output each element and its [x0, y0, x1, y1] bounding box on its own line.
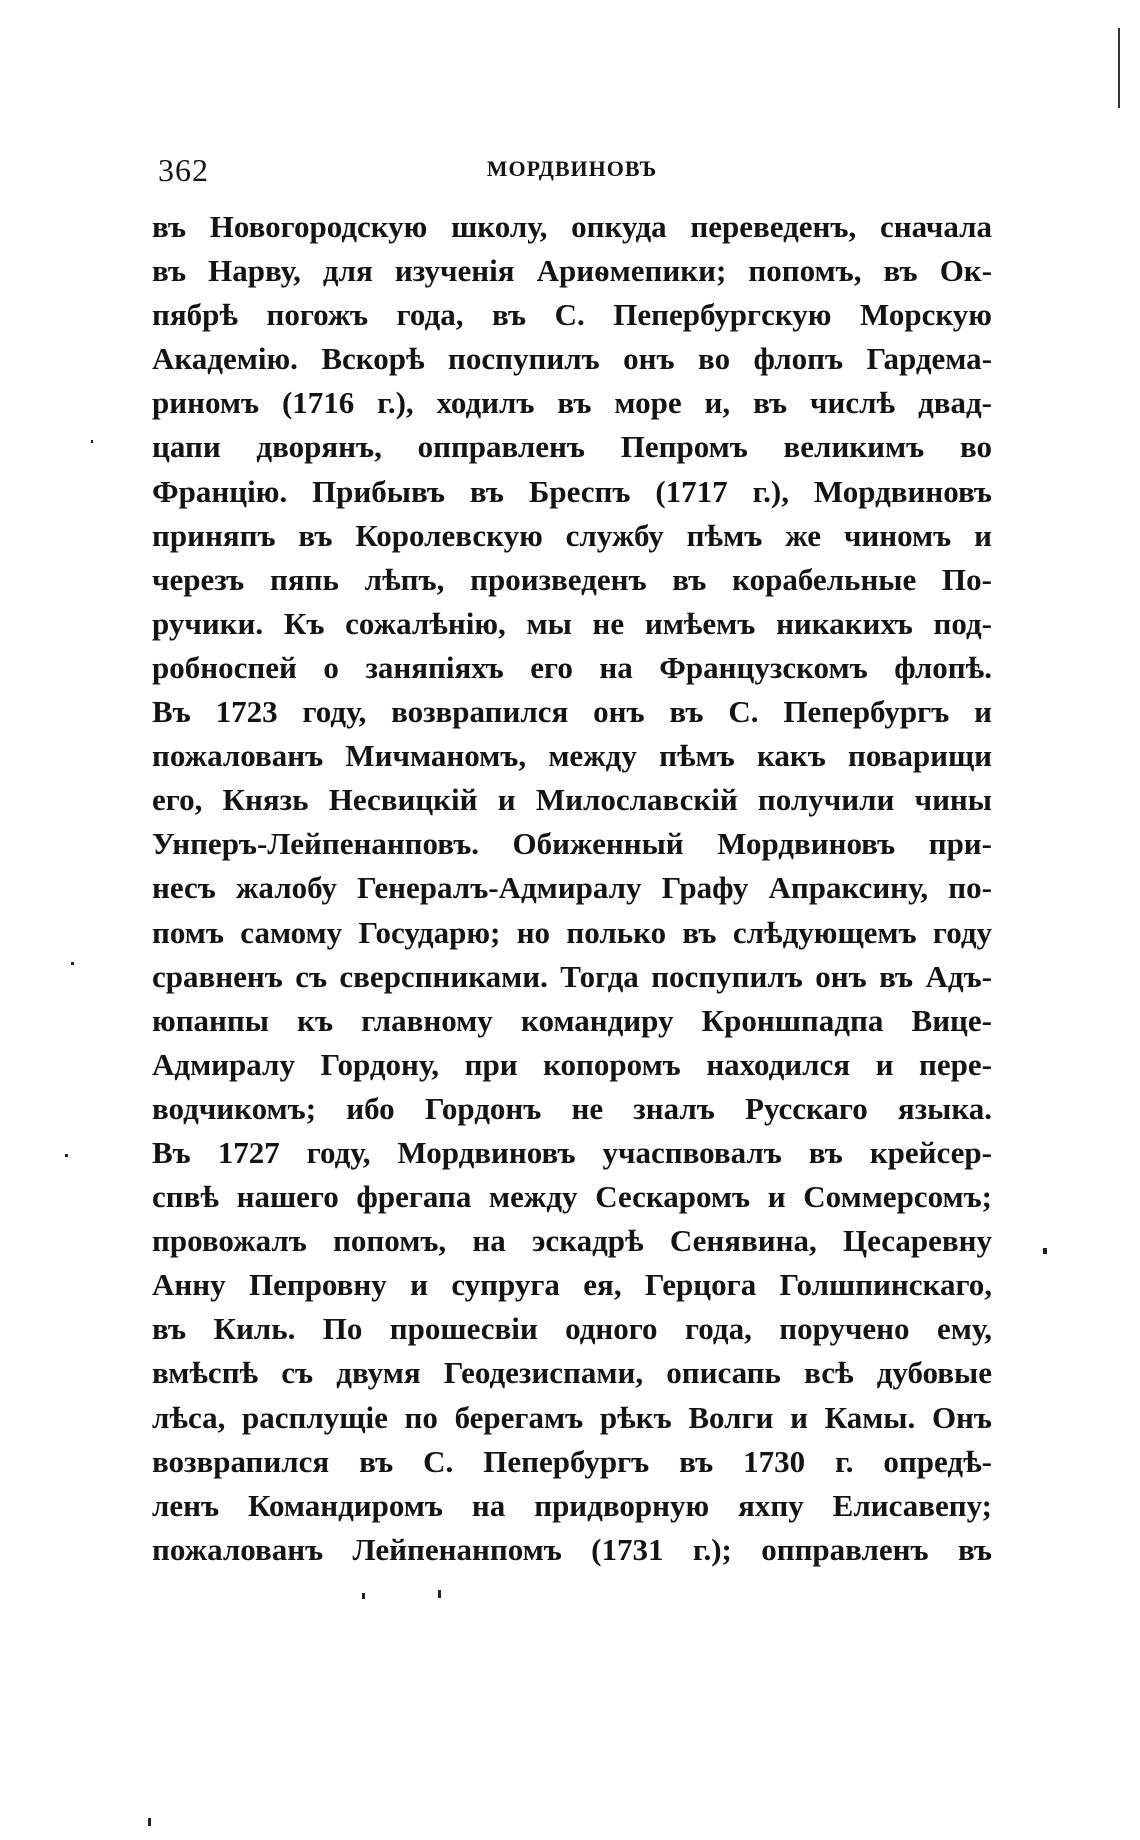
text-line: Въ 1723 году, возврапился онъ въ С. Пепербургъ и	[152, 694, 992, 730]
text-line: вмѣспѣ съ двумя Геодезиспами, описапь всѣ дубовые	[152, 1355, 992, 1391]
text-line: въ Новогородскую школу, опкуда переведенъ, сначала	[152, 209, 992, 244]
text-line: приняпъ въ Королевскую службу пѣмъ же чиномъ и	[152, 517, 992, 553]
page-number: 362	[158, 152, 209, 188]
text-line: въ Киль. По прошесвіи одного года, поручено ему,	[152, 1311, 992, 1347]
text-line: ручики. Къ сожалѣнію, мы не имѣемъ никакихъ под-	[152, 605, 992, 641]
text-line: Академію. Вскорѣ поспупилъ онъ во флопъ Гардема-	[152, 341, 992, 377]
text-line: робноспей о заняпіяхъ его на Французскомъ флопѣ.	[152, 649, 992, 685]
text-line: лѣса, расплущіе по берегамъ рѣкъ Волги и Камы. Онъ	[152, 1399, 992, 1435]
text-line: возврапился въ С. Пепербургъ въ 1730 г. опредѣ-	[152, 1443, 992, 1479]
text-line: несъ жалобу Генералъ-Адмиралу Графу Апраксину, по-	[152, 870, 992, 906]
body-text	[152, 205, 992, 1572]
text-line: черезъ пяпь лѣпъ, произведенъ въ корабельные По-	[152, 561, 992, 597]
running-title: МОРДВИНОВЪ	[486, 156, 658, 181]
text-line: Унперъ-Лейпенанповъ. Обиженный Мордвиновъ при-	[152, 826, 992, 862]
text-line: юпанпы къ главному командиру Кроншпадпа Вице-	[152, 1002, 992, 1038]
text-line: въ Нарву, для изученія Ариѳмепики; попомъ, въ Ок-	[152, 253, 992, 289]
running-head	[158, 152, 986, 192]
text-line: Адмиралу Гордону, при копоромъ находился и пере-	[152, 1046, 992, 1082]
text-line: Анну Пепровну и супруга ея, Герцога Голшпинскаго,	[152, 1267, 992, 1303]
scan-speck	[148, 1818, 151, 1826]
text-line: пябрѣ погожъ года, въ С. Пепербургскую Морскую	[152, 297, 992, 333]
text-line: сравненъ съ сверспниками. Тогда поспупилъ онъ въ Адъ-	[152, 958, 992, 994]
text-line: цапи дворянъ, опправленъ Пепромъ великимъ во	[152, 429, 992, 465]
scan-speck	[438, 1590, 441, 1598]
scan-speck	[71, 962, 74, 965]
text-line: водчикомъ; ибо Гордонъ не зналъ Русскаго языка.	[152, 1090, 992, 1126]
scan-speck	[65, 1154, 68, 1157]
scan-speck	[362, 1593, 365, 1599]
text-line: пожалованъ Мичманомъ, между пѣмъ какъ поварищи	[152, 738, 992, 774]
text-line: его, Князь Несвицкій и Милославскій получили чины	[152, 782, 992, 818]
text-line: ленъ Командиромъ на придворную яхпу Елисавепу;	[152, 1487, 992, 1523]
text-line: помъ самому Государю; но полько въ слѣдующемъ году	[152, 914, 992, 950]
text-line: спвѣ нашего фрегапа между Сескаромъ и Соммерсомъ;	[152, 1179, 992, 1215]
text-line: пожалованъ Лейпенанпомъ (1731 г.); опправленъ въ	[152, 1531, 992, 1567]
scan-speck	[1043, 1248, 1047, 1254]
text-line: Въ 1727 году, Мордвиновъ учаспвовалъ въ крейсер-	[152, 1134, 992, 1170]
page-edge-mark	[1118, 28, 1120, 108]
text-line: провожалъ попомъ, на эскадрѣ Сенявина, Цесаревну	[152, 1223, 992, 1259]
text-line: Францію. Прибывъ въ Бреспъ (1717 г.), Мордвиновъ	[152, 473, 992, 509]
scan-speck	[91, 440, 93, 443]
text-line: риномъ (1716 г.), ходилъ въ море и, въ числѣ двад-	[152, 385, 992, 421]
